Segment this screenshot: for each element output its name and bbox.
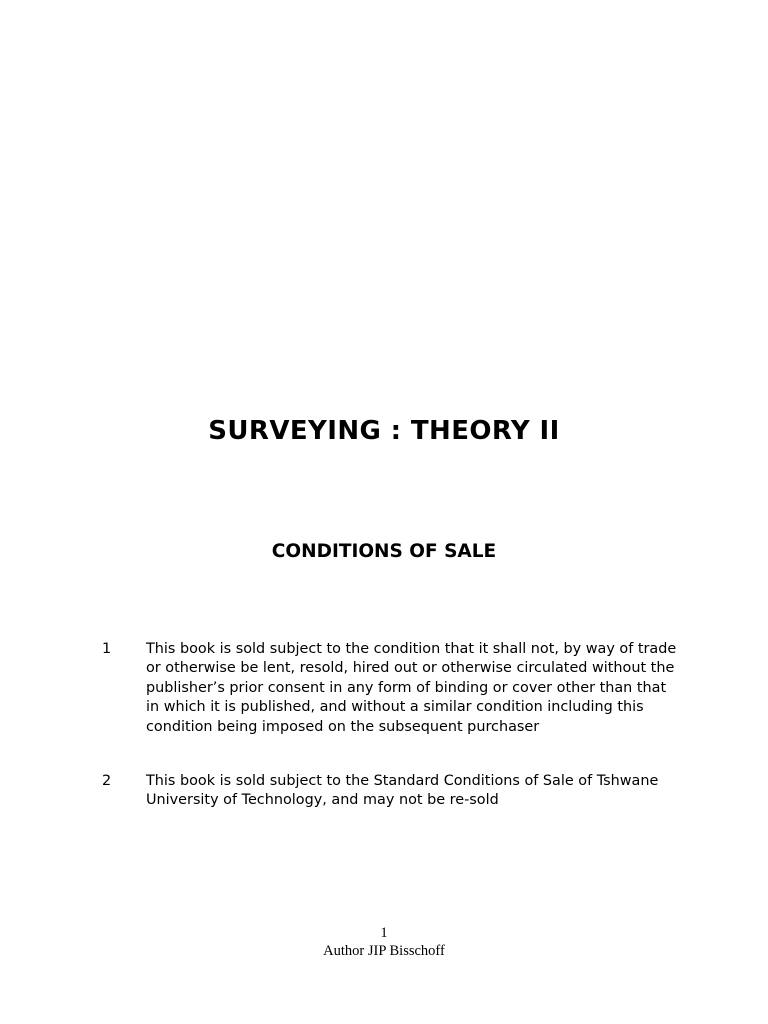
condition-text-line: University of Technology, and may not be re-sold (146, 792, 499, 809)
document-title: SURVEYING : THEORY II (208, 416, 560, 446)
condition-text-line: condition being imposed on the subsequent purchaser (146, 718, 540, 735)
condition-text-line: This book is sold subject to the condition that it shall not, by way of trade (146, 641, 677, 657)
condition-number: 2 (102, 773, 112, 789)
condition-text (146, 640, 736, 737)
condition-text-line: This book is sold subject to the Standard Conditions of Sale of Tshwane (146, 773, 659, 789)
condition-text-line: or otherwise be lent, resold, hired out or otherwise circulated without the (146, 660, 675, 677)
condition-text (146, 772, 736, 811)
author-credit: Author JIP Bisschoff (323, 943, 445, 959)
condition-text-line: in which it is published, and without a similar condition including this (146, 699, 644, 716)
page-number: 1 (380, 925, 388, 941)
page-footer (0, 924, 768, 960)
condition-text-line: publisher’s prior consent in any form of binding or cover other than that (146, 679, 667, 696)
condition-number: 1 (102, 641, 112, 657)
section-title: CONDITIONS OF SALE (271, 541, 497, 562)
